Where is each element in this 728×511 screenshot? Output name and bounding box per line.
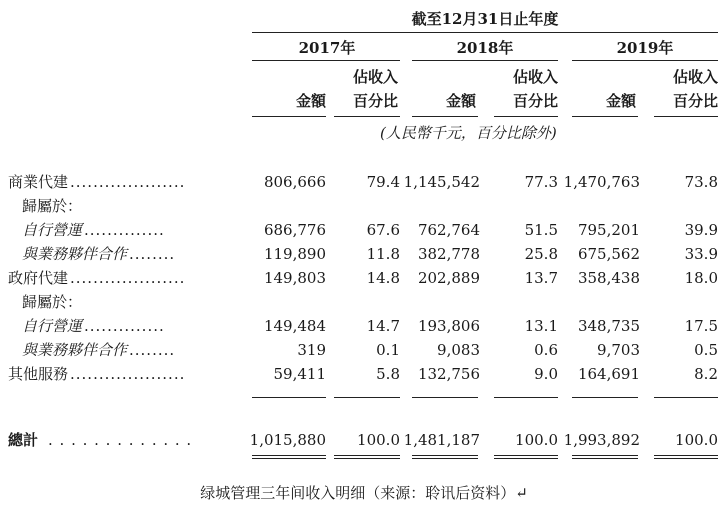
cell-2019-amount: 358,438	[577, 269, 640, 287]
row-label: 其他服務	[8, 365, 69, 383]
total-row	[0, 428, 728, 452]
cell-2017-amount: 149,484	[263, 317, 326, 335]
row-label: 歸屬於：	[22, 197, 83, 215]
cell-2018-amount: 762,764	[417, 221, 480, 239]
total-bottom-rule	[572, 455, 638, 456]
cell-2017-pct: 0.1	[376, 341, 400, 359]
row-label: 歸屬於：	[22, 293, 83, 311]
total-top-rule	[572, 397, 638, 398]
cell-2017-amount: 686,776	[263, 221, 326, 239]
row-leader-dots: ........	[129, 245, 176, 263]
period-rule	[252, 32, 718, 33]
colhead-rule	[654, 116, 718, 117]
cell-2017-pct: 67.6	[366, 221, 400, 239]
total-bottom-rule	[412, 455, 478, 456]
total-2017-amount: 1,015,880	[249, 431, 326, 449]
row-label: 自行營運	[22, 317, 83, 335]
year-2019: 2019年	[616, 39, 674, 57]
cell-2018-pct: 51.5	[524, 221, 558, 239]
table-row	[0, 314, 728, 338]
cell-2017-amount: 149,803	[263, 269, 326, 287]
cell-2019-amount: 795,201	[577, 221, 640, 239]
cell-2017-pct: 79.4	[366, 173, 400, 191]
colhead-rule	[494, 116, 558, 117]
col-pct-2017-line2: 百分比	[352, 92, 398, 110]
cell-2018-pct: 0.6	[534, 341, 558, 359]
cell-2019-amount: 1,470,763	[563, 173, 640, 191]
table-row	[0, 266, 728, 290]
colhead-rule	[334, 116, 400, 117]
cell-2019-amount: 164,691	[577, 365, 640, 383]
cell-2018-amount: 1,145,542	[403, 173, 480, 191]
cell-2017-amount: 119,890	[263, 245, 326, 263]
total-top-rule	[494, 397, 558, 398]
cell-2017-pct: 14.7	[366, 317, 400, 335]
row-leader-dots: ....................	[70, 173, 186, 191]
col-pct-2019-line1: 佔收入	[672, 68, 718, 86]
total-bottom-rule	[654, 455, 718, 456]
table-row	[0, 290, 728, 314]
year-2018: 2018年	[456, 39, 514, 57]
col-pct-2017-line1: 佔收入	[352, 68, 398, 86]
cell-2019-amount: 675,562	[577, 245, 640, 263]
cell-2018-amount: 202,889	[417, 269, 480, 287]
col-pct-2019-line2: 百分比	[672, 92, 718, 110]
row-leader-dots: ....................	[70, 365, 186, 383]
colhead-rule	[572, 116, 638, 117]
table-row	[0, 338, 728, 362]
colhead-rule	[412, 116, 478, 117]
year-rule-2017	[252, 60, 400, 61]
cell-2018-pct: 9.0	[534, 365, 558, 383]
total-2018-pct: 100.0	[515, 431, 558, 449]
year-rule-2018	[412, 60, 558, 61]
cell-2017-amount: 319	[297, 341, 326, 359]
unit-note: (人民幣千元，百分比除外)	[380, 124, 557, 142]
cell-2017-pct: 14.8	[366, 269, 400, 287]
total-dots: . . . . . . . . . . . . .	[48, 431, 193, 449]
total-bottom-rule	[494, 455, 558, 456]
figure-caption: 绿城管理三年间收入明细（来源：聆讯后资料）↵	[200, 484, 528, 502]
row-leader-dots: ........	[129, 341, 176, 359]
col-amount-2018: 金額	[445, 92, 476, 110]
row-leader-dots: ....................	[70, 269, 186, 287]
total-bottom-rule	[334, 455, 400, 456]
cell-2019-pct: 18.0	[684, 269, 718, 287]
col-pct-2018-line2: 百分比	[512, 92, 558, 110]
cell-2017-pct: 11.8	[366, 245, 400, 263]
total-2017-pct: 100.0	[357, 431, 400, 449]
row-label: 與業務夥伴合作	[22, 245, 128, 263]
total-bottom-rule	[334, 458, 400, 459]
cell-2019-pct: 73.8	[684, 173, 718, 191]
cell-2018-amount: 382,778	[417, 245, 480, 263]
cell-2018-pct: 25.8	[524, 245, 558, 263]
cell-2018-pct: 77.3	[524, 173, 558, 191]
cell-2017-pct: 5.8	[376, 365, 400, 383]
row-label: 商業代建	[8, 173, 69, 191]
table-row	[0, 362, 728, 386]
cell-2018-pct: 13.1	[524, 317, 558, 335]
year-rule-2019	[572, 60, 718, 61]
total-label: 總計	[8, 431, 39, 449]
table-row	[0, 218, 728, 242]
cell-2019-pct: 33.9	[684, 245, 718, 263]
col-amount-2019: 金額	[605, 92, 636, 110]
cell-2017-amount: 806,666	[263, 173, 326, 191]
col-amount-2017: 金額	[295, 92, 326, 110]
total-bottom-rule	[412, 458, 478, 459]
total-bottom-rule	[572, 458, 638, 459]
total-bottom-rule	[252, 455, 326, 456]
total-top-rule	[252, 397, 326, 398]
cell-2018-pct: 13.7	[524, 269, 558, 287]
year-2017: 2017年	[298, 39, 356, 57]
cell-2019-amount: 9,703	[597, 341, 640, 359]
total-top-rule	[654, 397, 718, 398]
cell-2019-pct: 8.2	[694, 365, 718, 383]
cell-2019-amount: 348,735	[577, 317, 640, 335]
total-bottom-rule	[494, 458, 558, 459]
row-label: 與業務夥伴合作	[22, 341, 128, 359]
period-header: 截至12月31日止年度	[411, 10, 559, 28]
cell-2017-amount: 59,411	[273, 365, 326, 383]
total-bottom-rule	[252, 458, 326, 459]
row-leader-dots: ..............	[84, 317, 165, 335]
table-row	[0, 242, 728, 266]
cell-2019-pct: 17.5	[684, 317, 718, 335]
row-label: 政府代建	[8, 269, 69, 287]
table-row	[0, 170, 728, 194]
cell-2019-pct: 39.9	[684, 221, 718, 239]
cell-2018-amount: 132,756	[417, 365, 480, 383]
row-label: 自行營運	[22, 221, 83, 239]
total-2018-amount: 1,481,187	[403, 431, 480, 449]
cell-2018-amount: 193,806	[417, 317, 480, 335]
total-2019-pct: 100.0	[675, 431, 718, 449]
total-2019-amount: 1,993,892	[563, 431, 640, 449]
col-pct-2018-line1: 佔收入	[512, 68, 558, 86]
total-top-rule	[334, 397, 400, 398]
total-bottom-rule	[654, 458, 718, 459]
cell-2018-amount: 9,083	[437, 341, 480, 359]
table-row	[0, 194, 728, 218]
total-top-rule	[412, 397, 478, 398]
colhead-rule	[252, 116, 326, 117]
cell-2019-pct: 0.5	[694, 341, 718, 359]
row-leader-dots: ..............	[84, 221, 165, 239]
